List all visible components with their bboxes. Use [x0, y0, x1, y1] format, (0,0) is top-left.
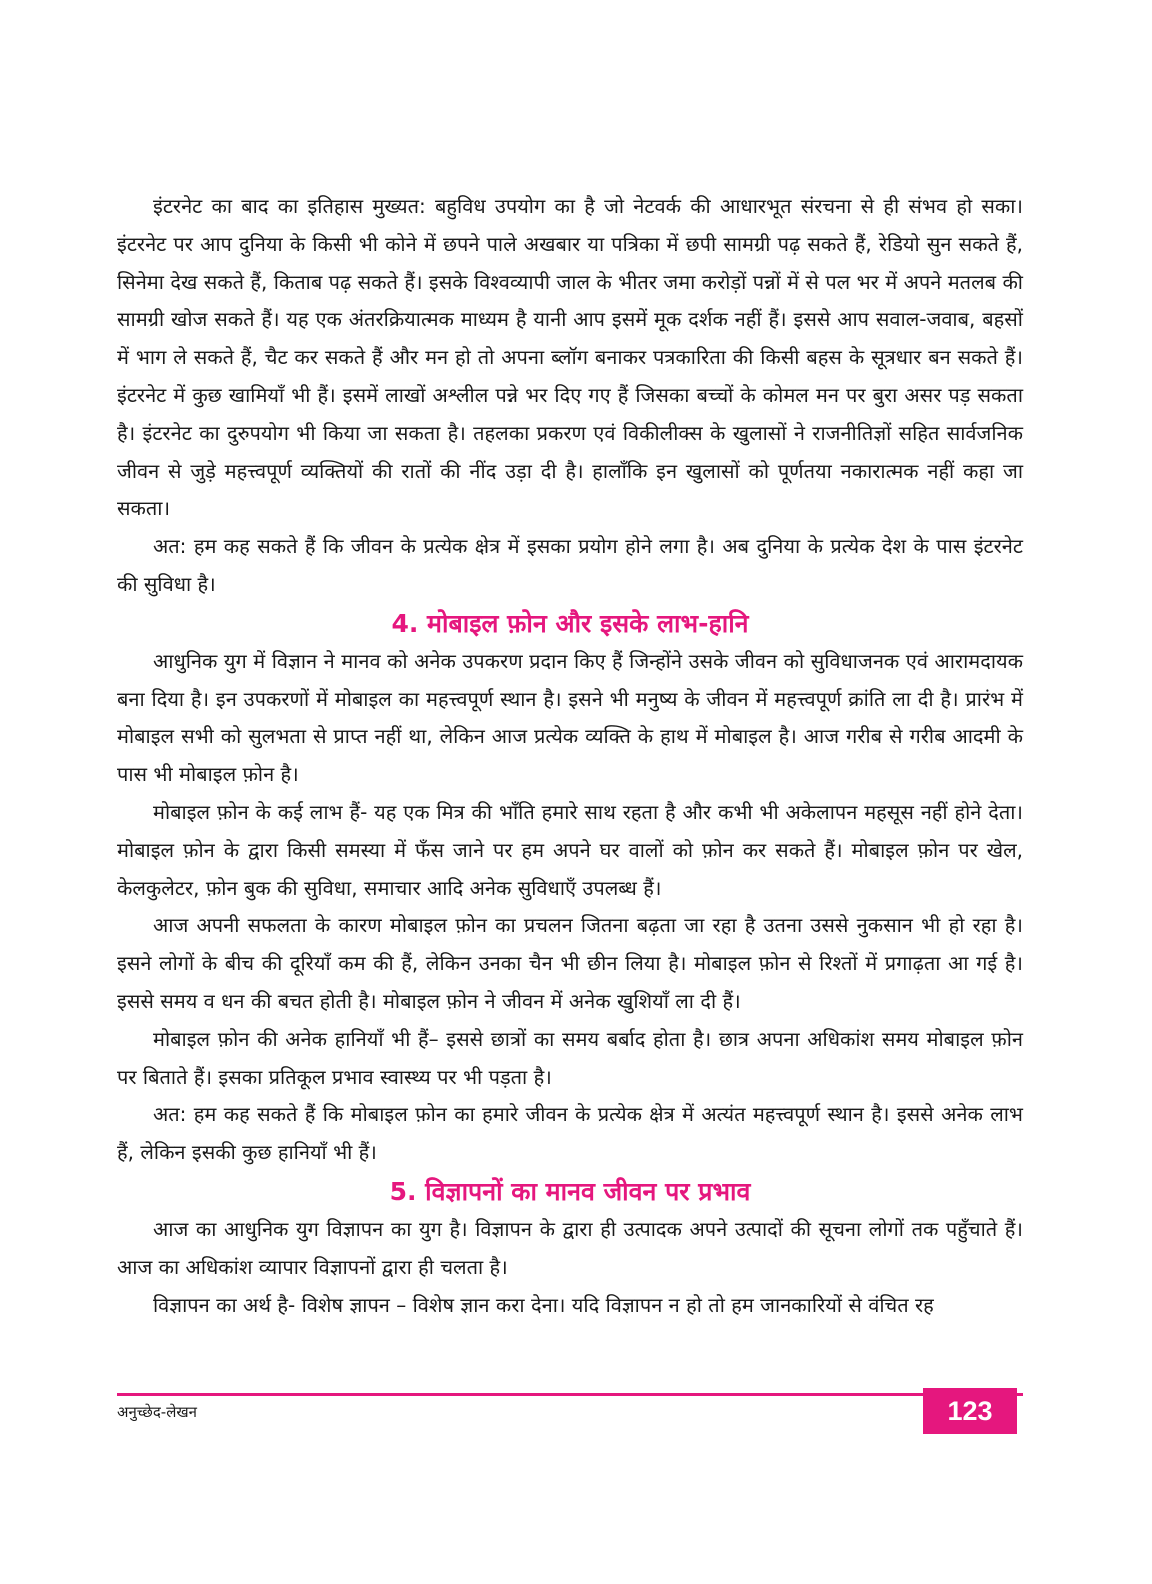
section-heading-advertising: 5. विज्ञापनों का मानव जीवन पर प्रभाव	[389, 1176, 751, 1206]
paragraph-mobile-benefits: मोबाइल फ़ोन के कई लाभ हैं- यह एक मित्र की भाँति हमारे साथ रहता है और कभी भी अकेलापन महसूस नहीं होने देता। मोबाइल फ़ोन के द्वारा किसी समस्या में फँस जाने पर हम अपने घर वालों को फ़ोन कर सकते हैं। मोबाइल फ़ोन पर खेल, केलकुलेटर, फ़ोन बुक की सुविधा, समाचार आदि अनेक सुविधाएँ उपलब्ध हैं।	[117, 799, 1023, 900]
paragraph-mobile-harms: मोबाइल फ़ोन की अनेक हानियाँ भी हैं– इससे छात्रों का समय बर्बाद होता है। छात्र अपना अधिकांश समय मोबाइल फ़ोन पर बिताते हैं। इसका प्रतिकूल प्रभाव स्वास्थ्य पर भी पड़ता है।	[117, 1026, 1023, 1089]
paragraph-mobile-popularity: आज अपनी सफलता के कारण मोबाइल फ़ोन का प्रचलन जितना बढ़ता जा रहा है उतना उससे नुकसान भी हो रहा है। इसने लोगों के बीच की दूरियाँ कम की हैं, लेकिन उनका चैन भी छीन लिया है। मोबाइल फ़ोन से रिश्तों में प्रगाढ़ता आ गई है। इससे समय व धन की बचत होती है। मोबाइल फ़ोन ने जीवन में अनेक खुशियाँ ला दी हैं।	[117, 913, 1023, 1013]
paragraph-mobile-intro: आधुनिक युग में विज्ञान ने मानव को अनेक उपकरण प्रदान किए हैं जिन्होंने उसके जीवन को सुविधाजनक एवं आरामदायक बना दिया है। इन उपकरणों में मोबाइल का महत्त्वपूर्ण स्थान है। इसने भी मनुष्य के जीवन में महत्त्वपूर्ण क्रांति ला दी है। प्रारंभ में मोबाइल सभी को सुलभता से प्राप्त नहीं था, लेकिन आज प्रत्येक व्यक्ति के हाथ में मोबाइल है। आज गरीब से गरीब आदमी के पास भी मोबाइल फ़ोन है।	[117, 648, 1023, 787]
paragraph-internet-history: इंटरनेट का बाद का इतिहास मुख्यत: बहुविध उपयोग का है जो नेटवर्क की आधारभूत संरचना से ही संभव हो सका। इंटरनेट पर आप दुनिया के किसी भी कोने में छपने पाले अखबार या पत्रिका में छपी सामग्री पढ़ सकते हैं, रेडियो सुन सकते हैं, सिनेमा देख सकते हैं, किताब पढ़ सकते हैं। इसके विश्वव्यापी जाल के भीतर जमा करोड़ों पन्नों में से पल भर में अपने मतलब की सामग्री खोज सकते हैं। यह एक अंतरक्रियात्मक माध्यम है यानी आप इसमें मूक दर्शक नहीं हैं। इससे आप सवाल-जवाब, बहसों में भाग ले सकते हैं, चैट कर सकते हैं और मन हो तो अपना ब्लॉग बनाकर पत्रकारिता की किसी बहस के सूत्रधार बन सकते हैं। इंटरनेट में कुछ खामियाँ भी हैं। इसमें लाखों अश्लील पन्ने भर दिए गए हैं जिसका बच्चों के कोमल मन पर बुरा असर पड़ सकता है। इंटरनेट का दुरुपयोग भी किया जा सकता है। तहलका प्रकरण एवं विकीलीक्स के खुलासों ने राजनीतिज्ञों सहित सार्वजनिक जीवन से जुड़े महत्त्वपूर्ण व्यक्तियों की रातों की नींद उड़ा दी है। हालाँकि इन खुलासों को पूर्णतया नकारात्मक नहीं कहा जा सकता।	[117, 194, 1023, 521]
footer-divider	[117, 1393, 1023, 1396]
paragraph-mobile-conclusion: अत: हम कह सकते हैं कि मोबाइल फ़ोन का हमारे जीवन के प्रत्येक क्षेत्र में अत्यंत महत्त्वपूर्ण स्थान है। इससे अनेक लाभ हैं, लेकिन इसकी कुछ हानियाँ भी हैं।	[117, 1102, 1023, 1165]
paragraph-internet-conclusion: अत: हम कह सकते हैं कि जीवन के प्रत्येक क्षेत्र में इसका प्रयोग होने लगा है। अब दुनिया के प्रत्येक देश के पास इंटरनेट की सुविधा है।	[117, 534, 1023, 596]
paragraph-advertising-intro: आज का आधुनिक युग विज्ञापन का युग है। विज्ञापन के द्वारा ही उत्पादक अपने उत्पादों की सूचना लोगों तक पहुँचाते हैं। आज का अधिकांश व्यापार विज्ञापनों द्वारा ही चलता है।	[117, 1216, 1023, 1279]
footer-chapter-label: अनुच्छेद-लेखन	[117, 1403, 197, 1421]
page-content	[117, 188, 1023, 1324]
paragraph-advertising-meaning: विज्ञापन का अर्थ है- विशेष ज्ञापन – विशेष ज्ञान करा देना। यदि विज्ञापन न हो तो हम जानकारियों से वंचित रह	[153, 1292, 934, 1317]
section-heading-mobile: 4. मोबाइल फ़ोन और इसके लाभ-हानि	[391, 608, 749, 638]
page-number-badge: 123	[923, 1388, 1017, 1434]
